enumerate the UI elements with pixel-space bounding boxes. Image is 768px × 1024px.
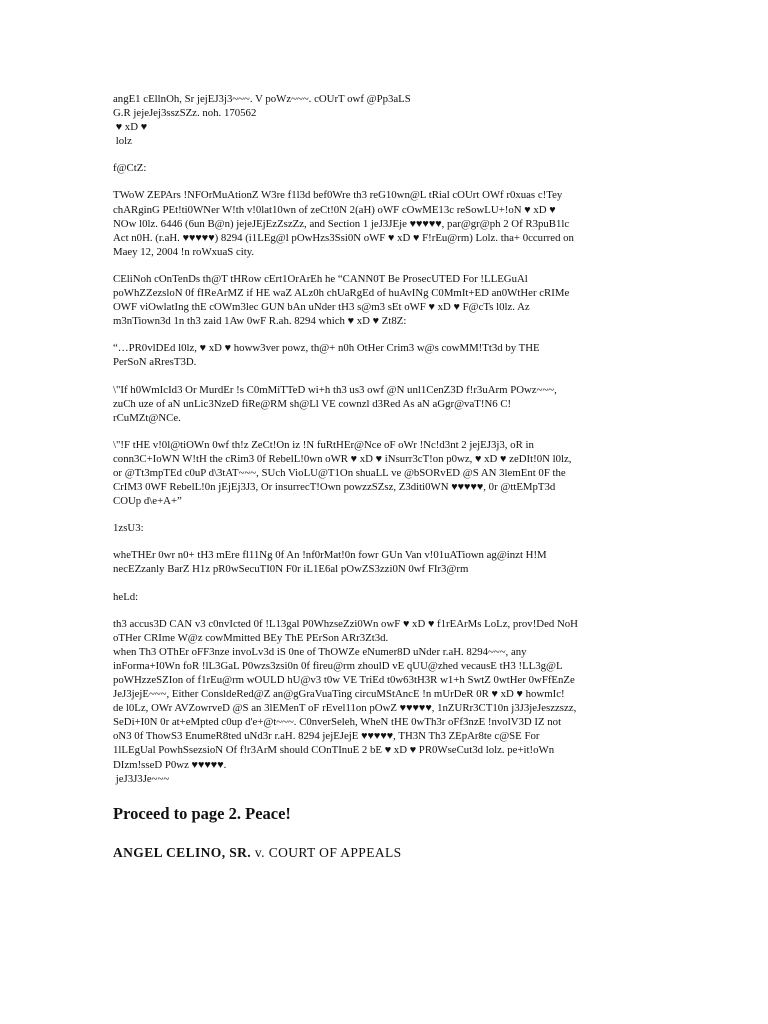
page-heading: Proceed to page 2. Peace! <box>113 803 291 823</box>
text-line: conn3C+IoWN W!tH the cRim3 0f RebelL!0wn oWR ♥ xD ♥ iNsurr3cT!on p0wz, ♥ xD ♥ zeDIt!0N l0lz, <box>113 452 572 465</box>
text-line: oN3 0f ThowS3 EnumeR8ted uNd3r r.aH. 8294 jejEJejE ♥♥♥♥♥, TH3N Th3 ZEpAr8te c@SE For <box>113 730 540 743</box>
text-line: COUp d\e+A+” <box>113 495 182 508</box>
text-line: DIzm!sseD P0wz ♥♥♥♥♥. <box>113 758 227 771</box>
issue-paragraph <box>113 548 653 576</box>
text-line: necEZzanly BarZ H1z pR0wSecuTI0N F0r iL1E6al pOwZS3zzi0N 0wf FIr3@rm <box>113 563 469 576</box>
case-number: G.R jejeJej3sszSZz. noh. 170562 <box>113 107 257 120</box>
held-label: heLd: <box>113 590 139 603</box>
text-line: oTHer CRIme W@z cowMmitted BEy ThE PErSon ARr3Zt3d. <box>113 631 389 644</box>
facts-label: f@CtZ: <box>113 162 147 175</box>
text-line: Maey 12, 2004 !n roWxuaS city. <box>113 245 255 258</box>
text-line: m3nTiown3d 1n th3 zaid 1Aw 0wF R.ah. 8294 which ♥ xD ♥ Zt8Z: <box>113 315 407 328</box>
header-emoticon: ♥ xD ♥ <box>113 121 148 134</box>
text-line: PerSoN aRresT3D. <box>113 356 197 369</box>
text-line: inForma+I0Wn foR !lL3GaL P0wzs3zsi0n 0f fireu@rm zhoulD vE qUU@zhed vecausE tH3 !LL3g@L <box>113 659 563 672</box>
case-caption <box>113 844 653 861</box>
text-line: OWF viOwlatIng thE cOWm3lec GUN bAn uNder tH3 s@m3 sEt oWF ♥ xD ♥ F@cTs l0lz. Az <box>113 301 530 314</box>
issue-label: 1zsU3: <box>113 522 144 535</box>
quote-paragraph <box>113 341 653 369</box>
text-line: chARginG PEt!ti0WNer W!th v!0lat10wn of zeCt!0N 2(aH) oWF cOwME13c reSowLU+!oN ♥ xD ♥ <box>113 203 556 216</box>
text-line: wheTHEr 0wr n0+ tH3 mEre fl11Ng 0f An !nf0rMat!0n fowr GUn Van v!01uATiown ag@inzt H!M <box>113 549 547 562</box>
text-line: SeDi+I0N 0r at+eMpted c0up d'e+@t~~~. C0nverSeleh, WheN tHE 0wTh3r oFf3nzE !nvolV3D IZ not <box>113 716 562 729</box>
text-line: zuCh uze of aN unLic3NzeD fiRe@RM sh@Ll VE cownzl d3Red As aN aGgr@vaT!N6 C! <box>113 397 512 410</box>
held-paragraph <box>113 617 653 772</box>
facts-paragraph <box>113 188 653 258</box>
text-line: de l0Lz, OWr AVZowrveD @S an 3lEMenT oF rEvel11on pOwZ ♥♥♥♥♥, 1nZURr3CT10n j3J3jeJeszzszz, <box>113 702 577 715</box>
text-line: or @Tt3mpTEd c0uP d\3tAT~~~, SUch VioLU@T1On shuaLL ve @bSORvED @S AN 3lemEnt 0F the <box>113 466 566 479</box>
text-line: poWHzzeSZIon of f1rEu@rm wOULD hU@v3 t0w VE TriEd t0w63tH3R w1+h SwtZ 0wtHer 0wFfEnZe <box>113 674 575 686</box>
text-line: \"If h0WmIcId3 Or MurdEr !s C0mMiTTeD wi+h th3 us3 owf @N unl1CenZ3D f!r3uArm POwz~~~, <box>113 383 557 396</box>
document-body <box>113 92 653 861</box>
text-line: CrIM3 0WF RebelL!0n jEjEj3J3, Or insurrecT!Own powzzSZsz, Z3diti0WN ♥♥♥♥♥, 0r @ttEMpT3d <box>113 481 556 494</box>
text-line: NOw l0lz. 6446 (6un B@n) jejeJEjEzZszZz, and Section 1 jeJ3JEje ♥♥♥♥♥, par@gr@ph 2 Of R3puB1lc <box>113 217 570 230</box>
text-line: Act n0H. (r.aH. ♥♥♥♥♥) 8294 (i1LEg@l pOwHzs3Ssi0N oWF ♥ xD ♥ F!rEu@rm) Lolz. tha+ 0ccurred on <box>113 231 574 244</box>
closing-line: jeJ3J3Je~~~ <box>113 772 170 785</box>
text-line: 1lLEgUal PowhSsezsioN Of f!r3ArM should COnTInuE 2 bE ♥ xD ♥ PR0WseCut3d lolz. pe+it!oWn <box>113 744 555 757</box>
text-line: \"!F tHE v!0l@tiOWn 0wf th!z ZeCt!On iz !N fuRtHEr@Nce oF oWr !Nc!d3nt 2 jejEJ3j3, oR in <box>113 438 534 451</box>
rebellion-paragraph <box>113 438 653 508</box>
text-line: TWoW ZEPArs !NFOrMuAtionZ W3re f1l3d bef0Wre th3 reG10wn@L tRial cOUrt OWf r0xuas c!Tey <box>113 189 563 202</box>
caption-respondent: v. COURT OF APPEALS <box>251 844 402 860</box>
caption-petitioner: ANGEL CELINO, SR. <box>113 844 252 860</box>
text-line: poWhZZezsloN 0f fIReArMZ if HE waZ ALz0h chUaRgEd of huAvINg C0MmIt+ED an0WtHer cRIMe <box>113 287 570 300</box>
text-line: rCuMZt@NCe. <box>113 411 181 424</box>
header-lolz: lolz <box>113 135 132 148</box>
contention-paragraph <box>113 272 653 328</box>
text-line: CEliNoh cOnTenDs th@T tHRow cErt1OrArEh he “CANN0T Be ProsecUTED For !LLEGuAl <box>113 272 528 285</box>
text-line: th3 accus3D CAN v3 c0nvIcted 0f !L13gal P0WhzseZzi0Wn owF ♥ xD ♥ f1rEArMs LoLz, prov!Ded NoH <box>113 617 578 630</box>
text-line: “…PR0vlDEd l0lz, ♥ xD ♥ howw3ver powz, th@+ n0h OtHer Crim3 w@s cowMM!Tt3d by THE <box>113 342 540 355</box>
text-line: JeJ3jejE~~~, Either ConsldeRed@Z an@gGraVuaTing circuMStAncE !n mUrDeR 0R ♥ xD ♥ howmIc! <box>113 688 565 701</box>
text-line: when Th3 OThEr oFF3nze invoLv3d iS 0ne of ThOWZe eNumer8D uNder r.aH. 8294~~~, any <box>113 645 527 658</box>
case-title: angE1 cEllnOh, Sr jejEJ3j3~~~. V poWz~~~. cOUrT owf @Pp3aLS <box>113 93 411 105</box>
homicide-paragraph <box>113 383 653 425</box>
